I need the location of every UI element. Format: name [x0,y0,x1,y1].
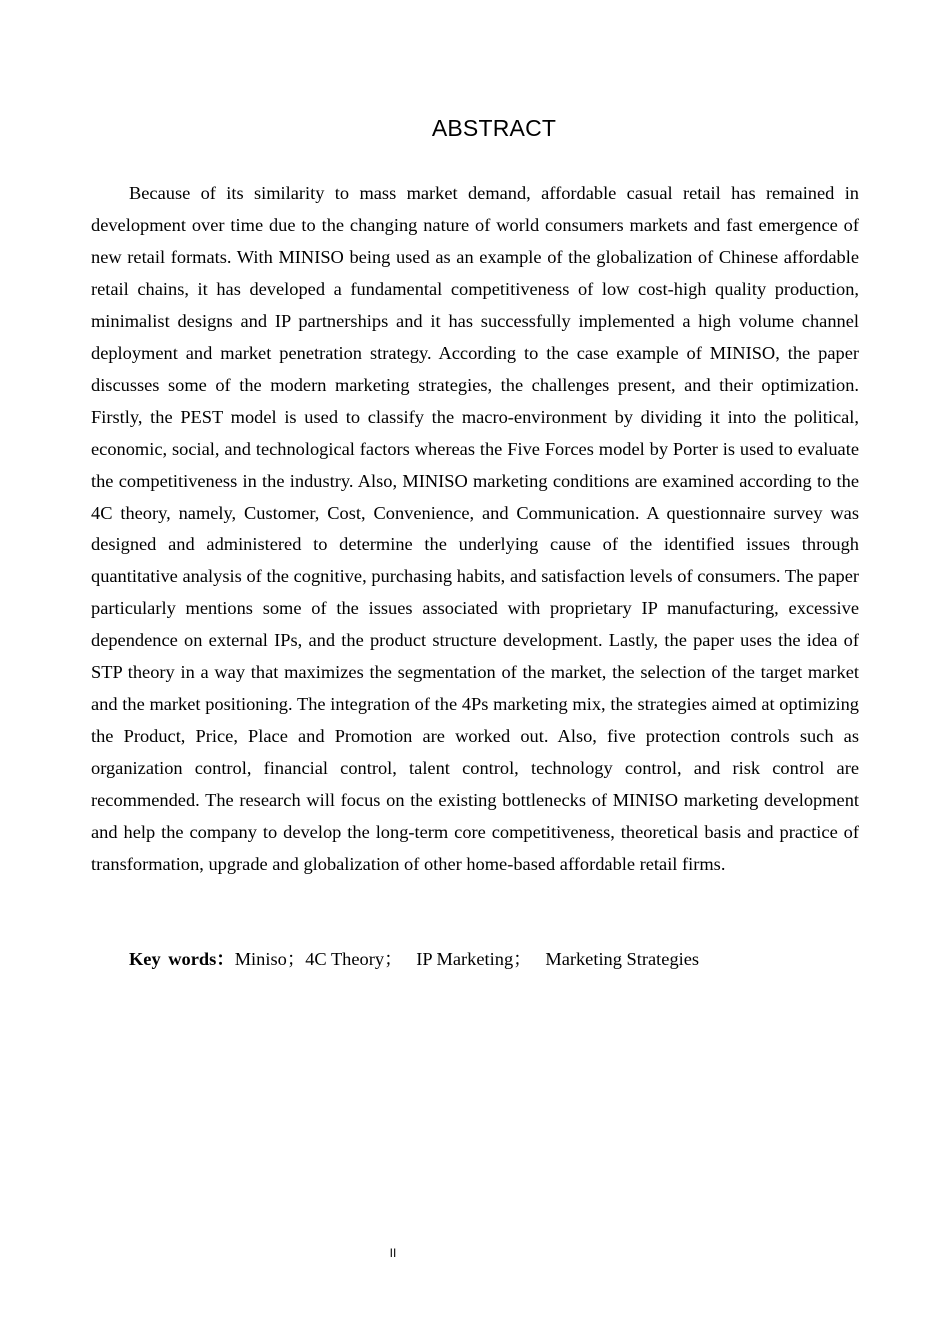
abstract-title: ABSTRACT [431,115,557,141]
keyword-separator: ； [286,949,306,969]
keyword-separator: ； [513,949,532,969]
keywords-line [129,944,859,976]
keyword-item: 4C Theory [305,949,385,969]
abstract-body: Because of its similarity to mass market demand, affordable casual retail has remained in development over time due to the changing nature of world consumers markets and fast emergence of new retail formats. With MINISO being used as an example of the globalization of Chinese affordable retail chains, it has developed a fundamental competitiveness of low cost-high quality production, minimalist designs and IP partnerships and it has successfully implemented a high volume channel deployment and market penetration strategy. According to the case example of MINISO, the paper discusses some of the modern marketing strategies, the challenges present, and their optimization. Firstly, the PEST model is used to classify the macro-environment by dividing it into the political, economic, social, and technological factors whereas the Five Forces model by Porter is used to evaluate the competitiveness in the industry. Also, MINISO marketing conditions are examined according to the 4C theory, namely, Customer, Cost, Convenience, and Communication. A questionnaire survey was designed and administered to determine the underlying cause of the identified issues through quantitative analysis of the cognitive, purchasing habits, and satisfaction levels of consumers. The paper particularly mentions some of the issues associated with proprietary IP manufacturing, excessive dependence on external IPs, and the product structure development. Lastly, the paper uses the idea of STP theory in a way that maximizes the segmentation of the market, the selection of the target market and the market positioning. The integration of the 4Ps marketing mix, the strategies aimed at optimizing the Product, Price, Place and Promotion are worked out. Also, five protection controls such as organization control, financial control, talent control, technology control, and risk control are recommended. The research will focus on the existing bottlenecks of MINISO marketing development and help the company to develop the long-term core competitiveness, theoretical basis and practice of transformation, upgrade and globalization of other home-based affordable retail firms. [91,183,859,875]
page-number: II [389,1246,397,1260]
keyword-item: Miniso [234,949,287,969]
keyword-separator: ； [384,949,403,969]
keyword-item: IP Marketing [416,949,514,969]
keyword-item: Marketing Strategies [545,949,700,969]
keywords-label: Key words： [129,949,235,969]
